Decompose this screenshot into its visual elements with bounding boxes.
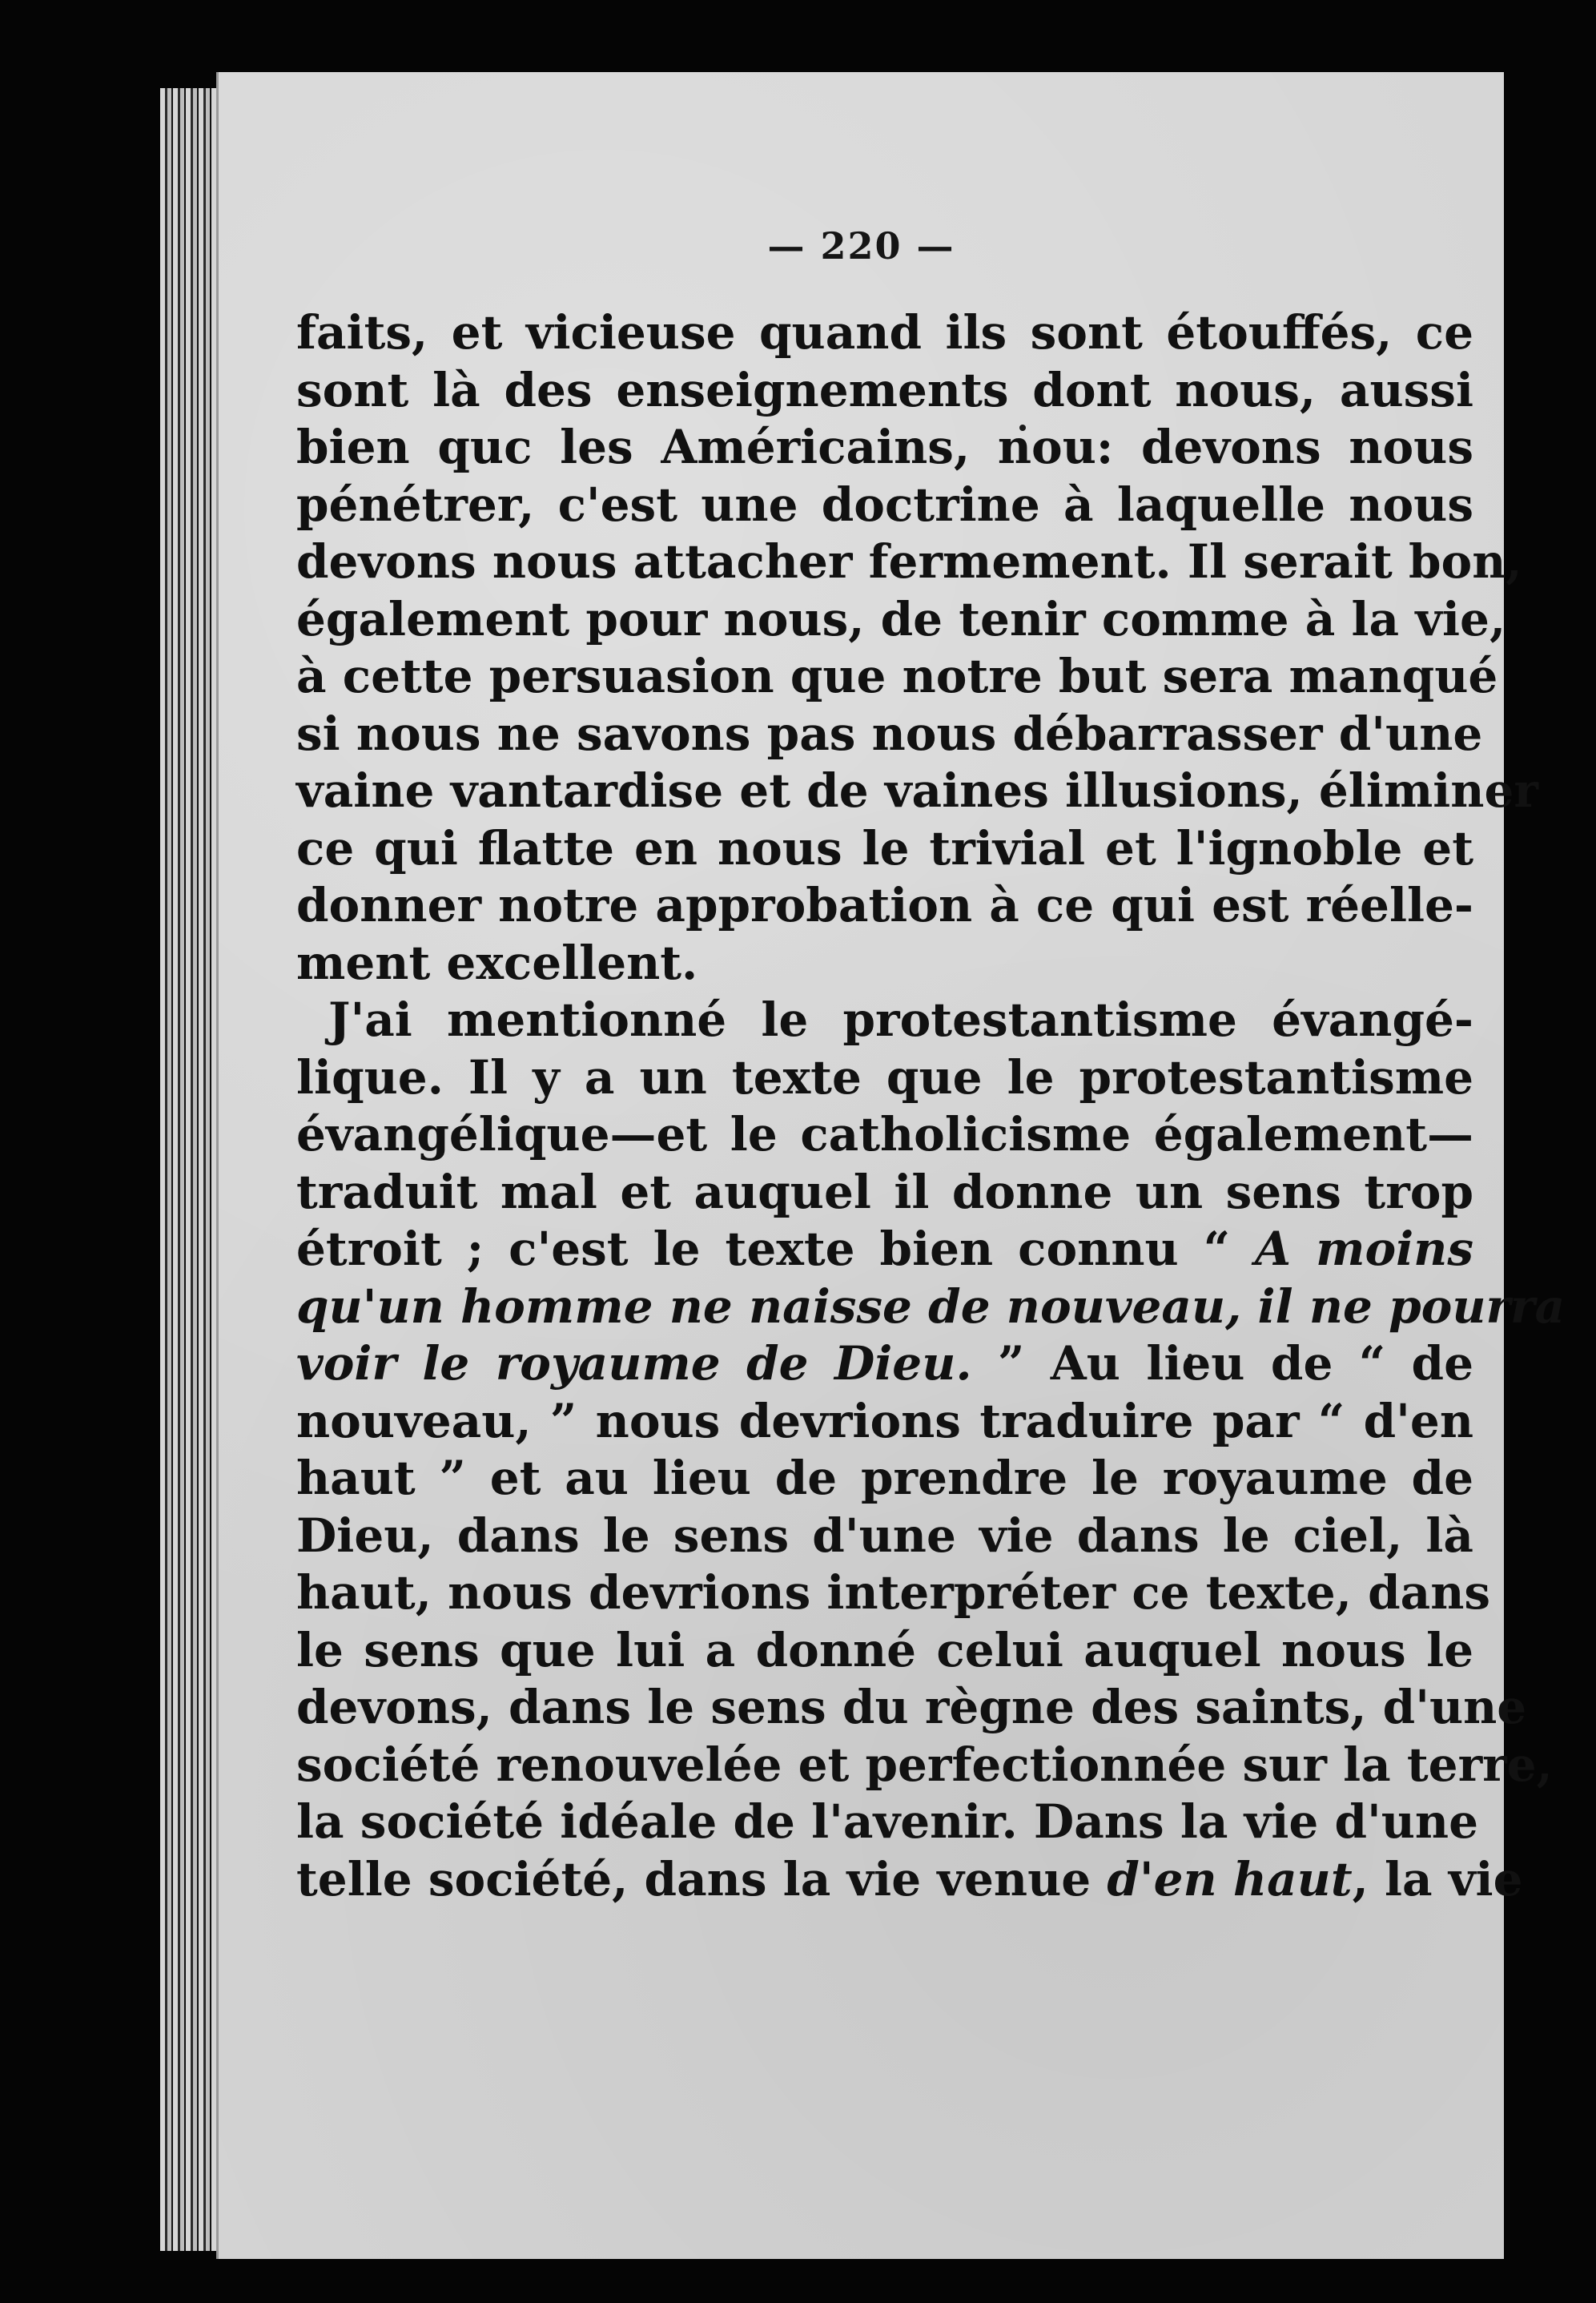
text-line: à cette persuasion que notre but sera manqué <box>296 649 1498 703</box>
paragraph-1 <box>296 304 1538 992</box>
italic-text: voir le royaume de Dieu. <box>296 1336 972 1391</box>
italic-text: A moins <box>1255 1222 1473 1276</box>
text-run: ” Au lieu de “ de <box>971 1336 1473 1391</box>
text-line: devons nous attacher fermement. Il serait bon, <box>296 534 1522 589</box>
text-line: société renouvelée et perfectionnée sur la terre, <box>296 1737 1553 1792</box>
text-run: telle société, dans la vie venue <box>296 1851 1108 1906</box>
text-line: J'ai mentionné le protestantisme évangé- <box>328 992 1473 1047</box>
text-line: traduit mal et auquel il donne un sens trop <box>296 1164 1473 1219</box>
text-line: haut ” et au lieu de prendre le royaume de <box>296 1451 1473 1505</box>
text-line <box>296 1851 1523 1909</box>
text-run: étroit ; c'est le texte bien connu “ <box>296 1222 1256 1276</box>
text-line: haut, nous devrions interpréter ce texte, dans <box>296 1565 1491 1620</box>
text-line: nouveau, ” nous devrions traduire par “ d'en <box>296 1393 1473 1448</box>
text-line: pénétrer, c'est une doctrine à laquelle nous <box>296 477 1473 532</box>
body-text <box>296 304 1566 1908</box>
text-line: ce qui flatte en nous le trivial et l'ignoble et <box>296 820 1473 876</box>
text-line: bien quc les Américains, nou: devons nous <box>296 420 1473 474</box>
text-line: donner notre approbation à ce qui est réelle- <box>296 878 1473 932</box>
page-number: — 220 — <box>767 224 955 268</box>
text-line: Dieu, dans le sens d'une vie dans le ciel, là <box>296 1508 1473 1563</box>
text-line: ment excellent. <box>296 935 698 990</box>
text-line: vaine vantardise et de vaines illusions, éliminer <box>296 763 1538 818</box>
text-line: évangélique—et le catholicisme également— <box>296 1107 1473 1162</box>
text-line: faits, et vicieuse quand ils sont étouffés, ce <box>296 305 1473 360</box>
text-line: si nous ne savons pas nous débarrasser d'une <box>296 706 1483 761</box>
text-line: sont là des enseignements dont nous, aussi <box>296 362 1473 417</box>
text-run: , la vie <box>1352 1851 1523 1906</box>
text-line <box>296 1335 1473 1393</box>
paragraph-2 <box>296 992 1566 1908</box>
text-line: devons, dans le sens du règne des saints, d'une <box>296 1680 1527 1734</box>
text-line: également pour nous, de tenir comme à la vie, <box>296 591 1506 646</box>
text-line <box>296 1221 1473 1278</box>
text-line: le sens que lui a donné celui auquel nous le <box>296 1622 1473 1677</box>
text-line <box>296 1278 1566 1336</box>
text-line: la société idéale de l'avenir. Dans la vie d'une <box>296 1794 1478 1849</box>
text-line: lique. Il y a un texte que le protestantisme <box>296 1049 1473 1105</box>
italic-text: d'en haut <box>1107 1851 1353 1906</box>
italic-text: qu'un homme ne naisse de nouveau, il ne pourra <box>296 1278 1566 1334</box>
